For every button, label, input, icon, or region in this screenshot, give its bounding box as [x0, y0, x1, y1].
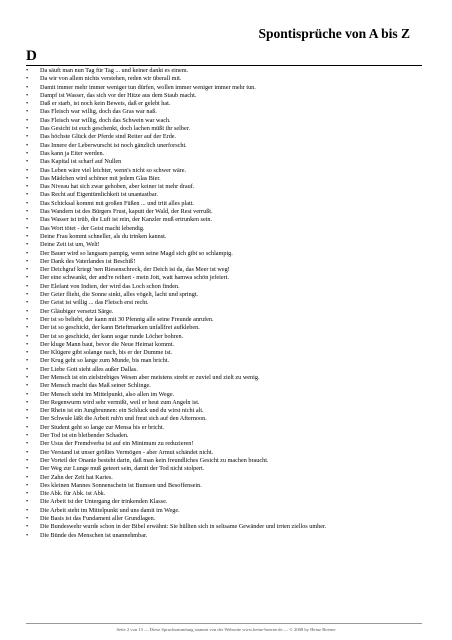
list-item	[26, 125, 420, 133]
list-item-text: Der Rhein ist ein Jungbrunnen: ein Schluck und du wirst nicht alt.	[40, 407, 204, 415]
list-item-text: Das Fleisch war willig, doch das Schwein war wach.	[40, 116, 171, 124]
list-item	[26, 374, 420, 382]
list-item-text: Das Niveau hat sich zwar gehoben, aber keiner ist mehr drauf.	[40, 183, 195, 191]
list-item	[26, 266, 420, 274]
list-item-text: Der Regenwurm wird sehr vermißt, weil er heut zum Angeln ist.	[40, 398, 200, 406]
list-item-text: Daß er starb, ist noch kein Beweis, daß er gelebt hat.	[40, 100, 171, 108]
list-item	[26, 183, 420, 191]
list-item-text: Die Bünde des Menschen ist unannehmbar.	[40, 531, 148, 539]
bullet-icon: •	[26, 67, 29, 74]
bullet-icon: •	[26, 249, 29, 257]
bullet-icon: •	[26, 299, 29, 307]
bullet-icon: •	[26, 365, 29, 373]
bullet-icon: •	[26, 423, 29, 431]
list-item-text: Das Leben wäre viel leichter, wenn's nicht so schwer wäre.	[40, 166, 187, 174]
list-item-text: Das Schicksal kommt mit großen Füßen ... und tritt alles platt.	[40, 199, 194, 207]
list-item	[26, 191, 420, 199]
list-item	[26, 316, 420, 324]
bullet-icon: •	[26, 208, 29, 216]
bullet-icon: •	[26, 448, 29, 456]
list-item	[26, 108, 420, 116]
list-item-text: Der Weg zur Lunge muß geteert sein, damit der Tod nicht stolpert.	[40, 465, 205, 473]
bullet-icon: •	[26, 307, 29, 315]
list-item	[26, 523, 420, 531]
list-item-text: Der Krug geht so lange zum Munde, bis man bricht.	[40, 357, 170, 365]
list-item	[26, 465, 420, 473]
list-item	[26, 208, 420, 216]
page-footer: Seite 2 von 13 — Diese Spruchsammlung stammt von der Webseite www.heinz-boerne.de — © 2008 by Heinz Boerne	[116, 627, 336, 632]
bullet-icon: •	[26, 506, 29, 514]
list-item-text: Der Verstand ist unser größtes Vermögen - aber Armut schändet nicht.	[40, 448, 214, 456]
bullet-icon: •	[26, 432, 29, 440]
bullet-icon: •	[26, 75, 29, 83]
bullet-icon: •	[26, 116, 29, 124]
list-item	[26, 250, 420, 258]
list-item	[26, 415, 420, 423]
bullet-icon: •	[26, 415, 29, 423]
bullet-icon: •	[26, 490, 29, 498]
bullet-icon: •	[26, 149, 29, 157]
list-item-text: Das höchste Glück der Pferde sind Reiter auf der Erde.	[40, 133, 177, 141]
list-item	[26, 498, 420, 506]
bullet-icon: •	[26, 183, 29, 191]
list-item	[26, 67, 420, 75]
list-item-text: Der Bauer wird so langsam pampig, wenn seine Magd sich gibt so schlampig.	[40, 249, 233, 257]
list-item	[26, 75, 420, 83]
bullet-icon: •	[26, 199, 29, 207]
list-item	[26, 366, 420, 374]
list-item-text: Die Basis ist das Fundament aller Grundlagen.	[40, 515, 156, 523]
list-item	[26, 382, 420, 390]
list-item	[26, 233, 420, 241]
list-item-text: Das Recht auf Eigentümlichkeit ist unantastbar.	[40, 191, 158, 199]
bullet-icon: •	[26, 108, 29, 116]
bullet-icon: •	[26, 357, 29, 365]
list-item	[26, 308, 420, 316]
list-item-text: Das kann ja Eiter werden.	[40, 149, 105, 157]
list-item	[26, 424, 420, 432]
bullet-icon: •	[26, 216, 29, 224]
list-item-text: Die Bundeswehr wurde schon in der Bibel erwähnt: Sie hüllten sich in seltsame Gewänder und irrten ziellos umher.	[40, 523, 327, 531]
bullet-icon: •	[26, 456, 29, 464]
list-item	[26, 407, 420, 415]
list-item	[26, 482, 420, 490]
list-item	[26, 283, 420, 291]
bullet-icon: •	[26, 315, 29, 323]
list-item	[26, 349, 420, 357]
list-item-text: Das Kapital ist scharf auf Nullen	[40, 158, 122, 166]
bullet-icon: •	[26, 515, 29, 523]
list-item-text: Der Klügere gibt solange nach, bis er der Dumme ist.	[40, 349, 173, 357]
list-item-text: Der Elefant von Indien, der wird das Loch schon finden.	[40, 282, 180, 290]
list-item	[26, 84, 420, 92]
list-item-text: Der Student geht so lange zur Mensa bis er bricht.	[40, 423, 165, 431]
list-item	[26, 432, 420, 440]
list-item-text: Das Wasser ist trüb, die Luft ist rein, der Kanzler muß ertrunken sein.	[40, 216, 213, 224]
list-item	[26, 457, 420, 465]
bullet-icon: •	[26, 224, 29, 232]
list-item-text: Der Mensch macht das Maß seiner Schlinge.	[40, 382, 151, 390]
list-item-text: Das Gesicht ist euch geschenkt, doch lachen müßt ihr selber.	[40, 125, 191, 133]
list-item-text: Der kluge Mann baut, bevor die Neue Heimat kommt.	[40, 340, 175, 348]
bullet-icon: •	[26, 83, 29, 91]
list-item	[26, 117, 420, 125]
list-item	[26, 142, 420, 150]
list-item-text: Der ist so geschickt, der kann sogar runde Löcher bohren.	[40, 332, 184, 340]
list-item	[26, 341, 420, 349]
list-item-text: Der Vorteil der Onanie besteht darin, daß man kein freundliches Gesicht zu machen braucht.	[40, 456, 269, 464]
list-item	[26, 175, 420, 183]
bullet-icon: •	[26, 232, 29, 240]
list-item-text: Der eine schwankt, der and're reihert - mein Jott, watt hamwa schön jefeiert.	[40, 274, 229, 282]
list-item	[26, 225, 420, 233]
list-item	[26, 440, 420, 448]
list-item	[26, 515, 420, 523]
list-item-text: Die Arbeit steht im Mittelpunkt und uns damit im Wege.	[40, 506, 180, 514]
bullet-icon: •	[26, 158, 29, 166]
list-item-text: Der Geier flieht, die Sonne sinkt, alles vögelt, lacht und springt.	[40, 291, 199, 299]
list-item	[26, 357, 420, 365]
bullet-icon: •	[26, 191, 29, 199]
bullet-icon: •	[26, 324, 29, 332]
list-item-text: Der Schwule läßt die Arbeit ruh'n und freut sich auf den Afternoon.	[40, 415, 207, 423]
list-item	[26, 133, 420, 141]
list-item-text: Deine Frau kommt schneller, als du trinken kannst.	[40, 232, 167, 240]
list-item	[26, 241, 420, 249]
bullet-icon: •	[26, 382, 29, 390]
list-item-text: Der Mensch ist ein zielstrebiges Wesen aber meistens strebt er zuviel und zielt zu wenig.	[40, 373, 260, 381]
bullet-icon: •	[26, 531, 29, 539]
bullet-icon: •	[26, 174, 29, 182]
footer-divider	[26, 623, 422, 624]
section-heading: D	[26, 47, 422, 66]
list-item	[26, 324, 420, 332]
list-item-text: Dampf ist Wasser, das sich vor der Hitze aus dem Staub macht.	[40, 91, 197, 99]
bullet-icon: •	[26, 498, 29, 506]
bullet-icon: •	[26, 91, 29, 99]
list-item	[26, 474, 420, 482]
bullet-icon: •	[26, 166, 29, 174]
bullet-icon: •	[26, 241, 29, 249]
list-item-text: Das Mädchen wird schöner mit jedem Glas Bier.	[40, 174, 161, 182]
list-item	[26, 299, 420, 307]
bullet-icon: •	[26, 407, 29, 415]
list-item	[26, 92, 420, 100]
bullet-icon: •	[26, 125, 29, 133]
list-item	[26, 167, 420, 175]
bullet-icon: •	[26, 332, 29, 340]
list-item-text: Der Liebe Gott sieht alles außer Dallas.	[40, 365, 138, 373]
list-item-text: Das Fleisch war willig, doch das Gras war naß.	[40, 108, 157, 116]
list-item-text: Der Usus der Fremdverba ist auf ein Minimum zu reduzieren!	[40, 440, 194, 448]
bullet-icon: •	[26, 481, 29, 489]
list-item-text: Der Gläubiger versetzt Särge.	[40, 307, 114, 315]
page-title: Spontisprüche von A bis Z	[258, 26, 410, 41]
list-item-text: Der ist so geschickt, der kann Brieftmarken unfallfrei aufkleben.	[40, 324, 200, 332]
list-item-text: Der Zahn der Zeit hat Karies.	[40, 473, 113, 481]
list-item	[26, 291, 420, 299]
bullet-icon: •	[26, 274, 29, 282]
bullet-icon: •	[26, 465, 29, 473]
list-item	[26, 100, 420, 108]
list-item-text: Das Innere der Leberwurscht ist noch gänzlich unerforscht.	[40, 141, 187, 149]
list-item-text: Der Geist ist willig ... das Fleisch erst recht.	[40, 299, 149, 307]
saying-list	[26, 67, 420, 540]
bullet-icon: •	[26, 100, 29, 108]
list-item-text: Der ist so beliebt, der kann mit 30 Pfennig alle seine Freunde anrufen.	[40, 315, 214, 323]
bullet-icon: •	[26, 373, 29, 381]
list-item	[26, 258, 420, 266]
list-item	[26, 507, 420, 515]
list-item-text: Da wir von allem nichts verstehen, reden wir überall mit.	[40, 75, 182, 83]
list-item	[26, 158, 420, 166]
list-item	[26, 150, 420, 158]
list-item-text: Da säuft man nun Tag für Tag ... und keiner dankt es einem.	[40, 67, 189, 74]
list-item	[26, 399, 420, 407]
bullet-icon: •	[26, 390, 29, 398]
list-item	[26, 216, 420, 224]
bullet-icon: •	[26, 133, 29, 141]
list-item-text: Des kleinen Mannes Sonnenschein ist Bumsen und Besoffensein.	[40, 481, 202, 489]
bullet-icon: •	[26, 282, 29, 290]
list-item	[26, 532, 420, 540]
list-item	[26, 333, 420, 341]
bullet-icon: •	[26, 523, 29, 531]
list-item-text: Die Abk. für Abk. ist Abk.	[40, 490, 106, 498]
list-item-text: Der Mensch steht im Mittelpunkt, also allen im Wege.	[40, 390, 175, 398]
bullet-icon: •	[26, 257, 29, 265]
list-item	[26, 200, 420, 208]
list-item-text: Der Deichgraf kriegt 'nen Riesenschreck, der Deich ist da, das Meer ist weg!	[40, 266, 230, 274]
bullet-icon: •	[26, 440, 29, 448]
bullet-icon: •	[26, 266, 29, 274]
list-item	[26, 490, 420, 498]
list-item-text: Die Arbeit ist der Untergang der trinkenden Klasse.	[40, 498, 168, 506]
list-item-text: Deine Zeit ist um, Welt!	[40, 241, 100, 249]
list-item-text: Der Dank des Vaterlandes ist Beschiß!	[40, 257, 136, 265]
bullet-icon: •	[26, 291, 29, 299]
list-item-text: Das Wandern ist des Bürgers Frust, kaputt der Wald, der Rest verrußt.	[40, 208, 213, 216]
list-item	[26, 391, 420, 399]
list-item-text: Der Tod ist ein bleibender Schaden.	[40, 432, 129, 440]
bullet-icon: •	[26, 398, 29, 406]
bullet-icon: •	[26, 340, 29, 348]
list-item-text: Das Wort tötet - der Geist macht lebendig.	[40, 224, 145, 232]
bullet-icon: •	[26, 349, 29, 357]
list-item-text: Damit immer mehr immer weniger tun dürfen, wollen immer weniger immer mehr tun.	[40, 83, 256, 91]
bullet-icon: •	[26, 473, 29, 481]
list-item	[26, 449, 420, 457]
list-item	[26, 274, 420, 282]
bullet-icon: •	[26, 141, 29, 149]
